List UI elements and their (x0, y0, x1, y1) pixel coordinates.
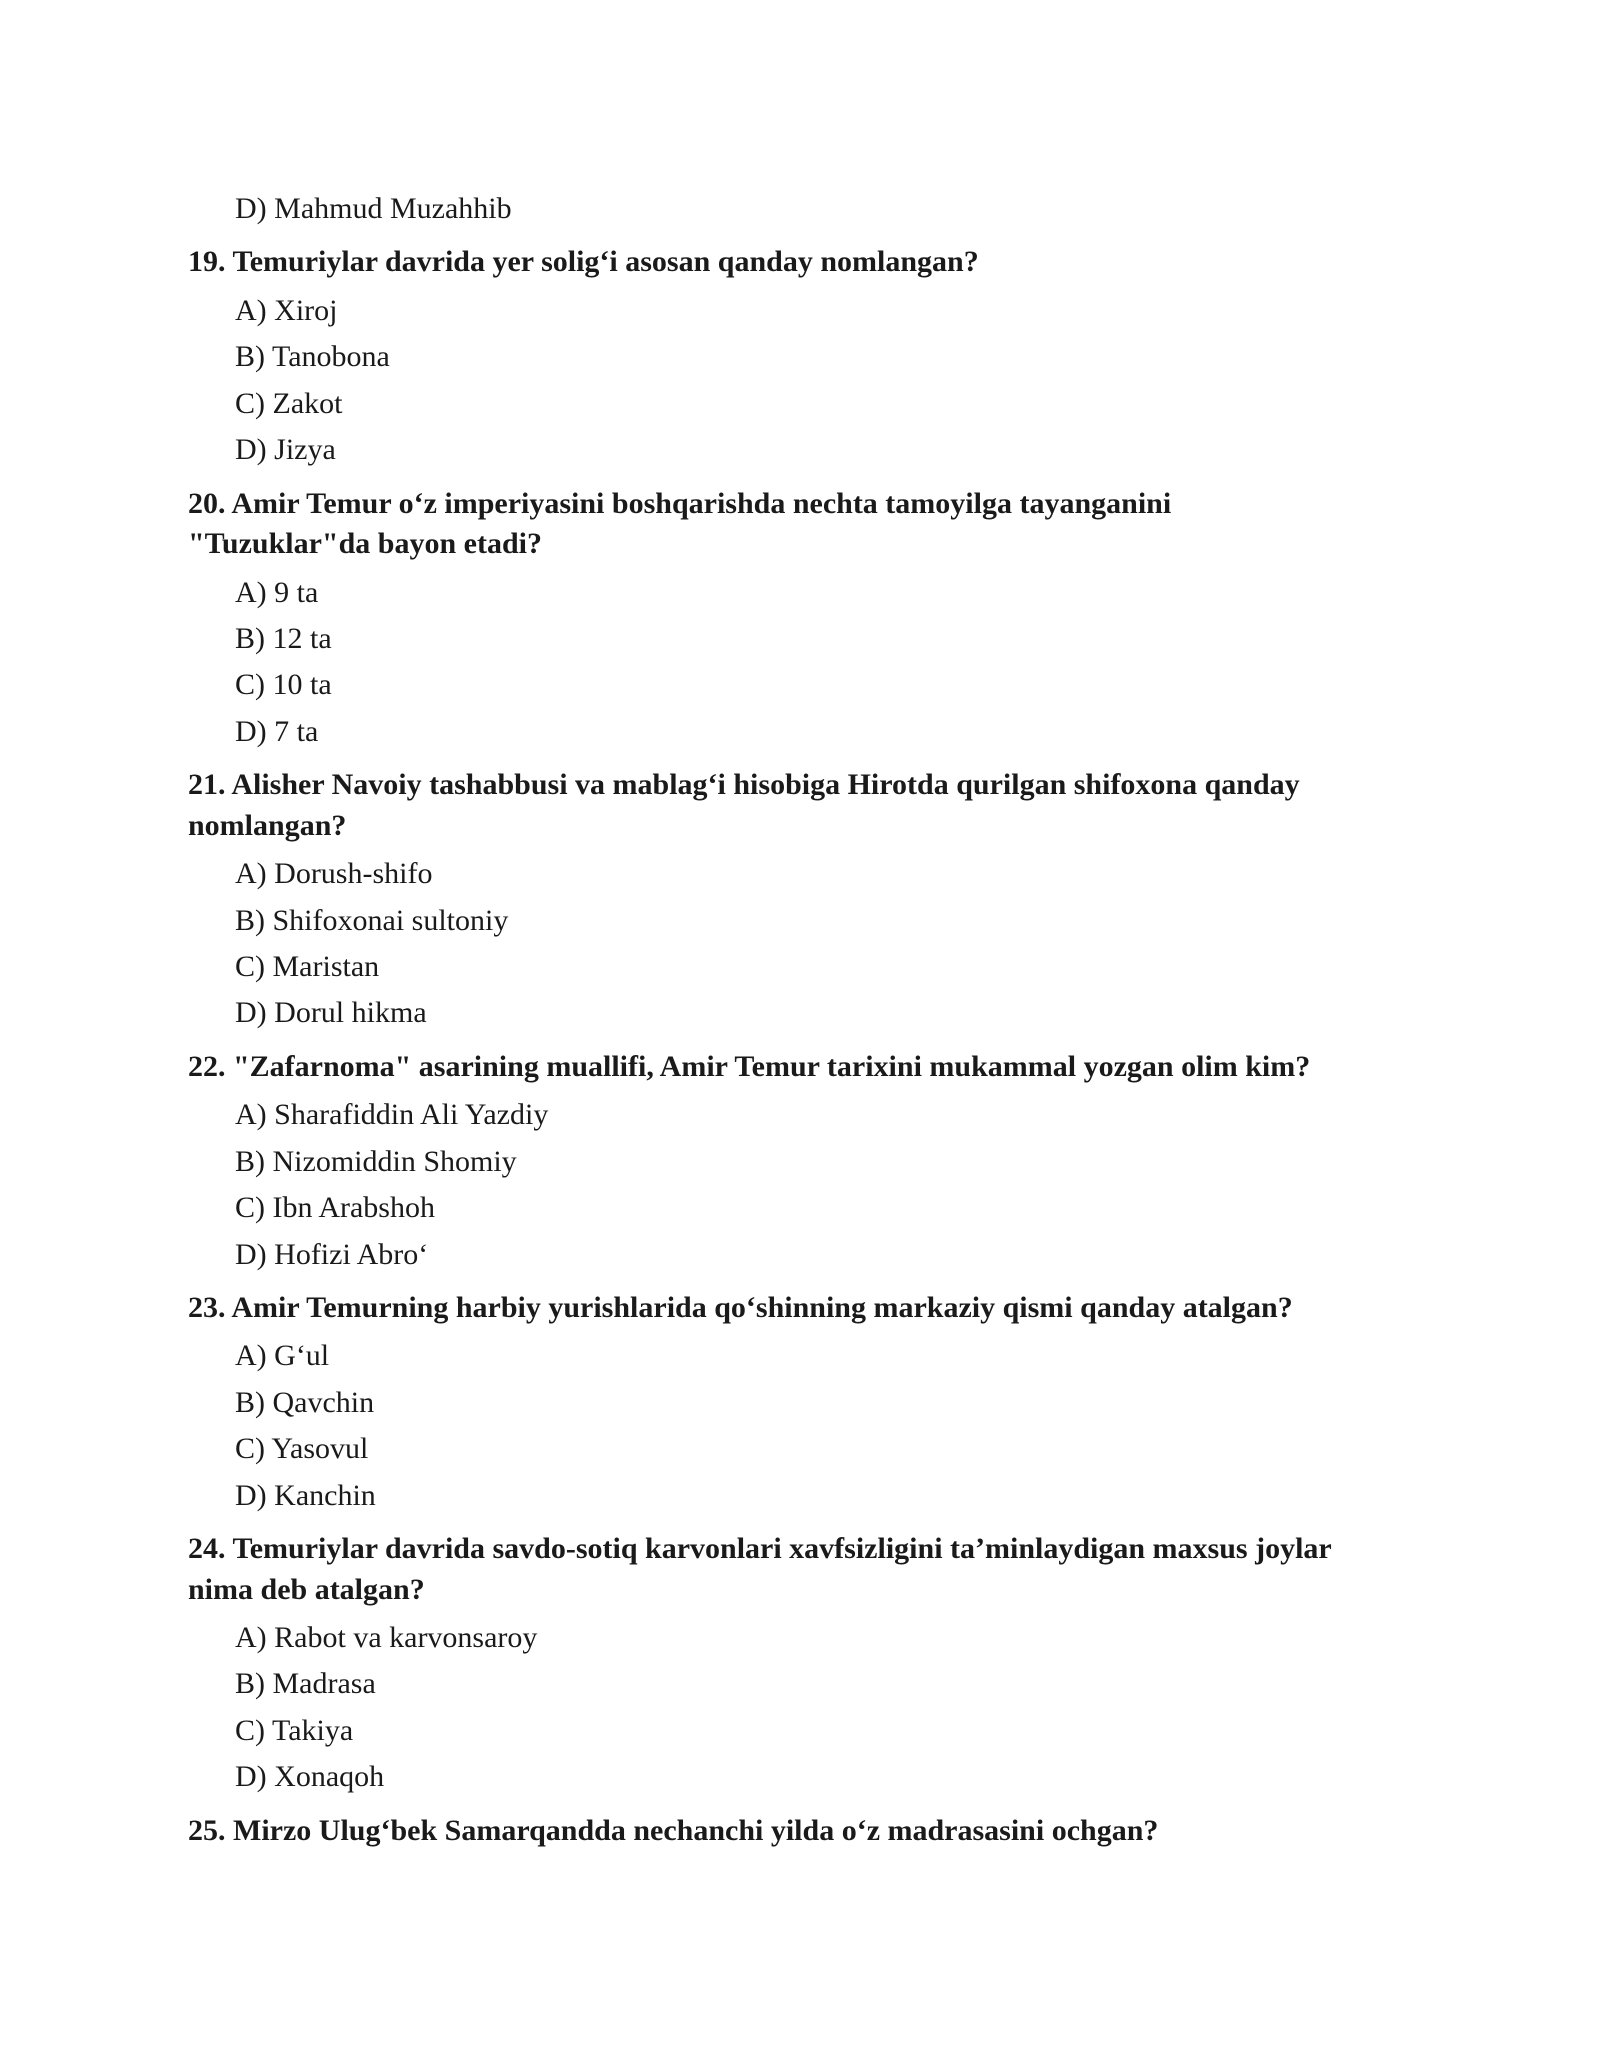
answer-option: B) Nizomiddin Shomiy (235, 1144, 517, 1178)
question-23 (188, 1288, 1428, 1329)
answer-option: D) Jizya (235, 433, 336, 467)
question-20 (188, 484, 1428, 565)
answer-option: A) Dorush-shifo (235, 857, 433, 891)
answer-option: C) Ibn Arabshoh (235, 1191, 435, 1225)
answer-option: C) Maristan (235, 949, 380, 983)
answer-option: B) Madrasa (235, 1667, 376, 1701)
question-text-line: nima deb atalgan? (188, 1572, 425, 1606)
answer-option: D) Kanchin (235, 1478, 376, 1512)
answer-option: C) Yasovul (235, 1432, 369, 1466)
question-text-line: nomlangan? (188, 808, 347, 842)
answer-option: A) Rabot va karvonsaroy (235, 1621, 538, 1655)
answer-option: A) 9 ta (235, 575, 319, 609)
answer-option: B) 12 ta (235, 621, 332, 655)
question-25 (188, 1811, 1428, 1852)
question-22 (188, 1047, 1428, 1088)
question-text: 22. "Zafarnoma" asarining muallifi, Amir Temur tarixini mukammal yozgan olim kim? (188, 1049, 1311, 1083)
answer-option: D) Hofizi Abro‘ (235, 1237, 429, 1271)
answer-option: B) Shifoxonai sultoniy (235, 903, 509, 937)
answer-option: B) Tanobona (235, 340, 390, 374)
question-text-line: 24. Temuriylar davrida savdo-sotiq karvonlari xavfsizligini ta’minlaydigan maxsus joylar (188, 1532, 1332, 1566)
question-24 (188, 1529, 1428, 1610)
answer-option: D) Dorul hikma (235, 996, 427, 1030)
answer-option: A) Sharafiddin Ali Yazdiy (235, 1098, 549, 1132)
answer-option: A) G‘ul (235, 1339, 330, 1373)
answer-option: B) Qavchin (235, 1385, 375, 1419)
answer-option: C) Takiya (235, 1713, 354, 1747)
question-list (188, 186, 1428, 1856)
question-text: 19. Temuriylar davrida yer solig‘i asosan qanday nomlangan? (188, 245, 979, 279)
question-19 (188, 242, 1428, 283)
question-text: 25. Mirzo Ulug‘bek Samarqandda nechanchi yilda o‘z madrasasini ochgan? (188, 1813, 1159, 1847)
answer-option: C) Zakot (235, 386, 343, 420)
answer-option: D) 7 ta (235, 714, 319, 748)
answer-option: A) Xiroj (235, 293, 338, 327)
question-text: 23. Amir Temurning harbiy yurishlarida qo‘shinning markaziy qismi qanday atalgan? (188, 1290, 1293, 1324)
question-text-line: 21. Alisher Navoiy tashabbusi va mablag‘i hisobiga Hirotda qurilgan shifoxona qanday (188, 768, 1300, 802)
answer-option: D) Xonaqoh (235, 1760, 385, 1794)
answer-option: D) Mahmud Muzahhib (235, 192, 512, 225)
question-text-line: 20. Amir Temur o‘z imperiyasini boshqarishda nechta tamoyilga tayanganini (188, 486, 1172, 520)
answer-option: C) 10 ta (235, 668, 332, 702)
question-text-line: "Tuzuklar"da bayon etadi? (188, 527, 542, 561)
question-21 (188, 765, 1428, 846)
